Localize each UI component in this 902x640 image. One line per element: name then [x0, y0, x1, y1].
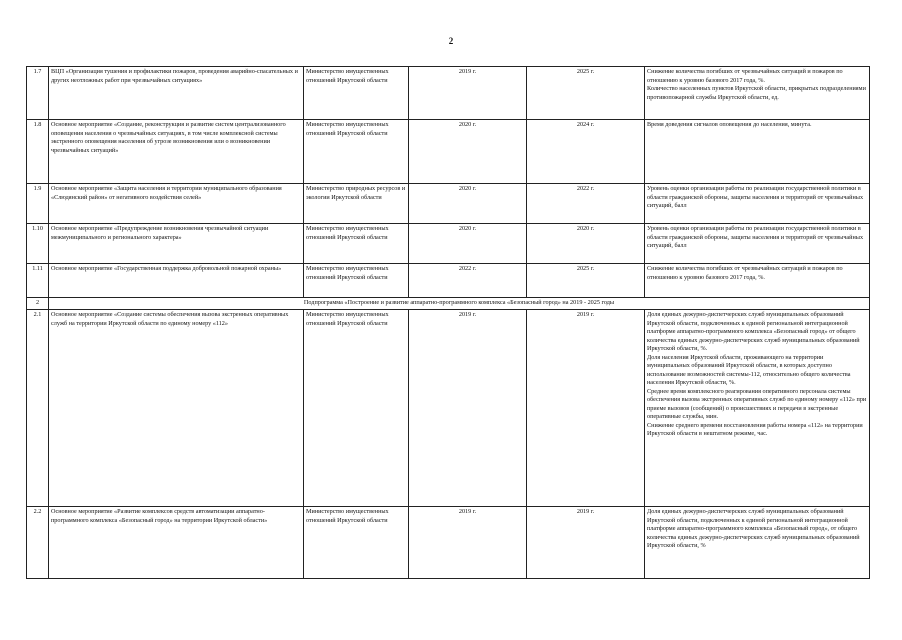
measures-table — [26, 66, 870, 579]
table-row — [27, 507, 870, 579]
measure-title: Основное мероприятие «Защита населения и территории муниципального образования «Слюдянский район» от негативного воздействия селей» — [49, 184, 304, 224]
subprogram-row — [27, 298, 870, 310]
indicators — [645, 224, 870, 264]
row-number: 1.7 — [27, 67, 49, 120]
table-row — [27, 184, 870, 224]
end-year: 2025 г. — [527, 67, 645, 120]
indicators — [645, 310, 870, 507]
table-row — [27, 224, 870, 264]
start-year: 2020 г. — [409, 120, 527, 184]
indicators — [645, 507, 870, 579]
end-year: 2025 г. — [527, 264, 645, 298]
end-year: 2019 г. — [527, 507, 645, 579]
indicator: Снижение среднего времени восстановления работы номера «112» на территории Иркутской области в нештатном режиме, час. — [647, 421, 863, 437]
row-number: 1.10 — [27, 224, 49, 264]
subprogram-title: Подпрограмма «Построение и развитие аппаратно-программного комплекса «Безопасный город» на 2019 - 2025 годы — [49, 298, 870, 310]
page-number: 2 — [448, 36, 454, 46]
executor: Министерство имущественных отношений Иркутской области — [304, 264, 409, 298]
start-year: 2020 г. — [409, 184, 527, 224]
start-year: 2022 г. — [409, 264, 527, 298]
start-year: 2019 г. — [409, 67, 527, 120]
start-year: 2020 г. — [409, 224, 527, 264]
measure-title: Основное мероприятие «Создание, реконструкция и развитие систем централизованного оповещения населения о чрезвычайных ситуациях, в том числе комплексной системы экстренного оповещения населения об угрозе возникновения или о возникновении чрезвычайных ситуаций» — [49, 120, 304, 184]
table-row — [27, 264, 870, 298]
indicator: Среднее время комплексного реагирования оперативного персонала системы обеспечения вызова экстренных оперативных служб по единому номеру «112» при приеме вызовов (сообщений) о происшествиях и передачи в экстренные оперативные службы, мин. — [647, 387, 867, 420]
executor: Министерство имущественных отношений Иркутской области — [304, 310, 409, 507]
end-year: 2019 г. — [527, 310, 645, 507]
indicators — [645, 120, 870, 184]
row-number: 2.1 — [27, 310, 49, 507]
table-row — [27, 310, 870, 507]
indicators — [645, 184, 870, 224]
table-row — [27, 67, 870, 120]
indicator: Снижение количества погибших от чрезвычайных ситуаций и пожаров по отношению к уровню базового 2017 года, %. — [647, 68, 843, 84]
table-row — [27, 120, 870, 184]
measure-title: Основное мероприятие «Государственная поддержка добровольной пожарной охраны» — [49, 264, 304, 298]
start-year: 2019 г. — [409, 310, 527, 507]
indicator: Доля населения Иркутской области, проживающего на территории муниципальных образований Иркутской области, в которых доступно использование возможностей системы-112, относительно общего количества населения Иркутской области, %. — [647, 353, 851, 386]
executor: Министерство имущественных отношений Иркутской области — [304, 224, 409, 264]
indicator: Количество населенных пунктов Иркутской области, прикрытых подразделениями противопожарной службы Иркутской области, ед. — [647, 85, 866, 101]
measure-title: Основное мероприятие «Предупреждение возникновения чрезвычайной ситуации межмуниципального и регионального характера» — [49, 224, 304, 264]
indicators — [645, 264, 870, 298]
executor: Министерство имущественных отношений Иркутской области — [304, 120, 409, 184]
executor: Министерство имущественных отношений Иркутской области — [304, 67, 409, 120]
executor: Министерство имущественных отношений Иркутской области — [304, 507, 409, 579]
start-year: 2019 г. — [409, 507, 527, 579]
row-number: 1.9 — [27, 184, 49, 224]
subprogram-number: 2 — [27, 298, 49, 310]
measure-title: ВЦП «Организация тушения и профилактики пожаров, проведения аварийно-спасательных и других неотложных работ при чрезвычайных ситуациях» — [49, 67, 304, 120]
indicator: Снижение количества погибших от чрезвычайных ситуаций и пожаров по отношению к уровню базового 2017 года, %. — [647, 265, 843, 281]
measure-title: Основное мероприятие «Развитие комплексов средств автоматизации аппаратно-программного комплекса «Безопасный город» на территории Иркутской области» — [49, 507, 304, 579]
measure-title: Основное мероприятие «Создание системы обеспечения вызова экстренных оперативных служб на территории Иркутской области по единому номеру «112» — [49, 310, 304, 507]
end-year: 2024 г. — [527, 120, 645, 184]
indicator: Время доведения сигналов оповещения до населения, минута. — [647, 121, 812, 128]
indicator: Доля единых дежурно-диспетчерских служб муниципальных образований Иркутской области, подключенных к единой региональной интеграционной платформе аппаратно-программного комплекса «Безопасный город», от общего количества единых дежурно-диспетчерских служб муниципальных образований Иркутской области, % — [647, 508, 860, 549]
end-year: 2022 г. — [527, 184, 645, 224]
indicators — [645, 67, 870, 120]
indicator: Доля единых дежурно-диспетчерских служб муниципальных образований Иркутской области, подключенных к единой региональной интеграционной платформе аппаратно-программного комплекса «Безопасный город» от общего количества единых дежурно-диспетчерских служб муниципальных образований Иркутской области, %. — [647, 311, 860, 352]
indicator: Уровень оценки организации работы по реализации государственной политики в области гражданской обороны, защиты населения и территорий от чрезвычайных ситуаций, балл — [647, 185, 864, 209]
row-number: 1.11 — [27, 264, 49, 298]
end-year: 2020 г. — [527, 224, 645, 264]
row-number: 2.2 — [27, 507, 49, 579]
indicator: Уровень оценки организации работы по реализации государственной политики в области гражданской обороны, защиты населения и территорий от чрезвычайных ситуаций, балл — [647, 225, 864, 249]
executor: Министерство природных ресурсов и экологии Иркутской области — [304, 184, 409, 224]
row-number: 1.8 — [27, 120, 49, 184]
